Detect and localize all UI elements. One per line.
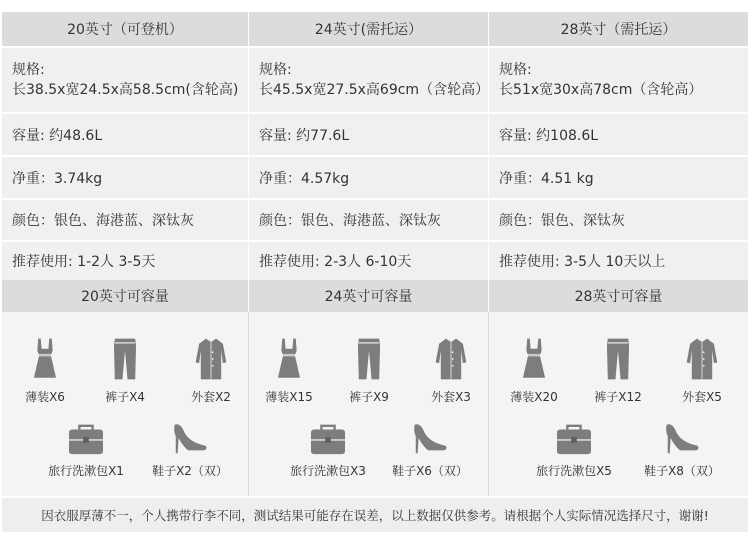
item-label: 旅行洗漱包X5 bbox=[536, 464, 612, 478]
spec-row-capacity bbox=[2, 112, 748, 155]
item-coat bbox=[421, 336, 481, 405]
item-dress bbox=[503, 336, 565, 405]
item-label: 薄装X15 bbox=[265, 390, 313, 404]
item-toiletry-bag bbox=[521, 422, 627, 479]
item-pants bbox=[96, 336, 154, 405]
item-toiletry-bag bbox=[38, 422, 134, 479]
item-label: 旅行洗漱包X3 bbox=[290, 464, 366, 478]
dimensions-24-inch bbox=[249, 48, 489, 112]
item-shoes bbox=[379, 420, 481, 479]
spec-row-colors bbox=[2, 198, 748, 240]
dimensions-20-inch bbox=[2, 48, 249, 112]
packing-capacity-panel bbox=[2, 312, 748, 496]
item-label: 薄装X6 bbox=[25, 390, 65, 404]
dress-icon bbox=[517, 336, 551, 382]
high-heel-icon bbox=[663, 420, 701, 456]
toiletry-bag-icon bbox=[555, 422, 593, 456]
capacity-title-28-inch: 28英寸可容量 bbox=[574, 289, 663, 305]
toiletry-bag-icon bbox=[67, 422, 105, 456]
colors-24-inch: 颜色：银色、海港蓝、深钛灰 bbox=[249, 200, 489, 240]
capacity-title-24-inch: 24英寸可容量 bbox=[249, 280, 489, 312]
recommend-24-inch: 推荐使用: 2-3人 6-10天 bbox=[249, 242, 489, 280]
capacity-20-inch: 容量: 约48.6L bbox=[2, 114, 249, 155]
colors-20-inch: 颜色：银色、海港蓝、深钛灰 bbox=[2, 200, 249, 240]
pants-icon bbox=[601, 336, 635, 382]
item-coat bbox=[182, 336, 240, 405]
item-label: 鞋子X6（双） bbox=[392, 464, 468, 478]
spec-label: 规格: bbox=[259, 62, 292, 78]
item-label: 外套X5 bbox=[682, 390, 722, 404]
item-dress bbox=[16, 336, 74, 405]
item-label: 薄装X20 bbox=[510, 390, 558, 404]
toiletry-bag-icon bbox=[309, 422, 347, 456]
item-label: 鞋子X8（双） bbox=[644, 464, 720, 478]
net-weight-28-inch: 净重：4.51 kg bbox=[499, 170, 594, 187]
recommend-28-inch: 推荐使用: 3-5人 10天以上 bbox=[499, 254, 666, 270]
pants-icon bbox=[108, 336, 142, 382]
packing-28-inch bbox=[489, 312, 748, 496]
dress-icon bbox=[28, 336, 62, 382]
item-pants bbox=[587, 336, 649, 405]
item-dress bbox=[259, 336, 319, 405]
capacity-28-inch: 容量: 约108.6L bbox=[499, 127, 599, 144]
capacity-24-inch: 容量: 约77.6L bbox=[249, 114, 489, 155]
spec-row-recommended-use bbox=[2, 240, 748, 280]
spec-value: 长51x宽30x高78cm（含轮高） bbox=[499, 82, 703, 98]
item-label: 裤子X9 bbox=[349, 390, 389, 404]
spec-row-dimensions bbox=[2, 46, 748, 112]
item-pants bbox=[339, 336, 399, 405]
spec-value: 长38.5x宽24.5x高58.5cm(含轮高) bbox=[12, 82, 239, 98]
item-label: 裤子X4 bbox=[105, 390, 145, 404]
header-20-inch: 20英寸（可登机） bbox=[2, 12, 249, 46]
packing-24-inch bbox=[249, 312, 489, 496]
net-weight-20-inch: 净重：3.74kg bbox=[2, 157, 249, 198]
item-label: 鞋子X2（双） bbox=[152, 464, 228, 478]
pants-icon bbox=[352, 336, 386, 382]
item-shoes bbox=[142, 420, 238, 479]
disclaimer-note: 因衣服厚薄不一，个人携带行李不同，测试结果可能存在误差，以上数据仅供参考。请根据个人实际情况选择尺寸，谢谢! bbox=[2, 498, 748, 532]
spec-label: 规格: bbox=[12, 62, 45, 78]
packing-20-inch bbox=[2, 312, 249, 496]
capacity-title-20-inch: 20英寸可容量 bbox=[2, 280, 249, 312]
high-heel-icon bbox=[171, 420, 209, 456]
dress-icon bbox=[272, 336, 306, 382]
recommend-20-inch: 推荐使用: 1-2人 3-5天 bbox=[2, 242, 249, 280]
item-label: 旅行洗漱包X1 bbox=[48, 464, 124, 478]
size-header-row bbox=[2, 12, 748, 46]
coat-icon bbox=[685, 336, 719, 382]
header-24-inch: 24英寸(需托运） bbox=[249, 12, 489, 46]
spec-value: 长45.5x宽27.5x高69cm（含轮高） bbox=[259, 82, 490, 98]
capacity-title-row bbox=[2, 280, 748, 312]
item-label: 外套X3 bbox=[431, 390, 471, 404]
net-weight-24-inch: 净重：4.57kg bbox=[249, 157, 489, 198]
item-toiletry-bag bbox=[277, 422, 379, 479]
high-heel-icon bbox=[411, 420, 449, 456]
colors-28-inch: 颜色：银色、深钛灰 bbox=[499, 213, 625, 229]
dimensions-28-inch bbox=[489, 48, 748, 112]
coat-icon bbox=[194, 336, 228, 382]
header-28-inch: 28英寸（需托运） bbox=[560, 22, 677, 38]
item-label: 裤子X12 bbox=[594, 390, 642, 404]
item-coat bbox=[671, 336, 733, 405]
spec-row-net-weight bbox=[2, 155, 748, 198]
item-label: 外套X2 bbox=[191, 390, 231, 404]
item-shoes bbox=[629, 420, 735, 479]
spec-label: 规格: bbox=[499, 62, 532, 78]
coat-icon bbox=[434, 336, 468, 382]
